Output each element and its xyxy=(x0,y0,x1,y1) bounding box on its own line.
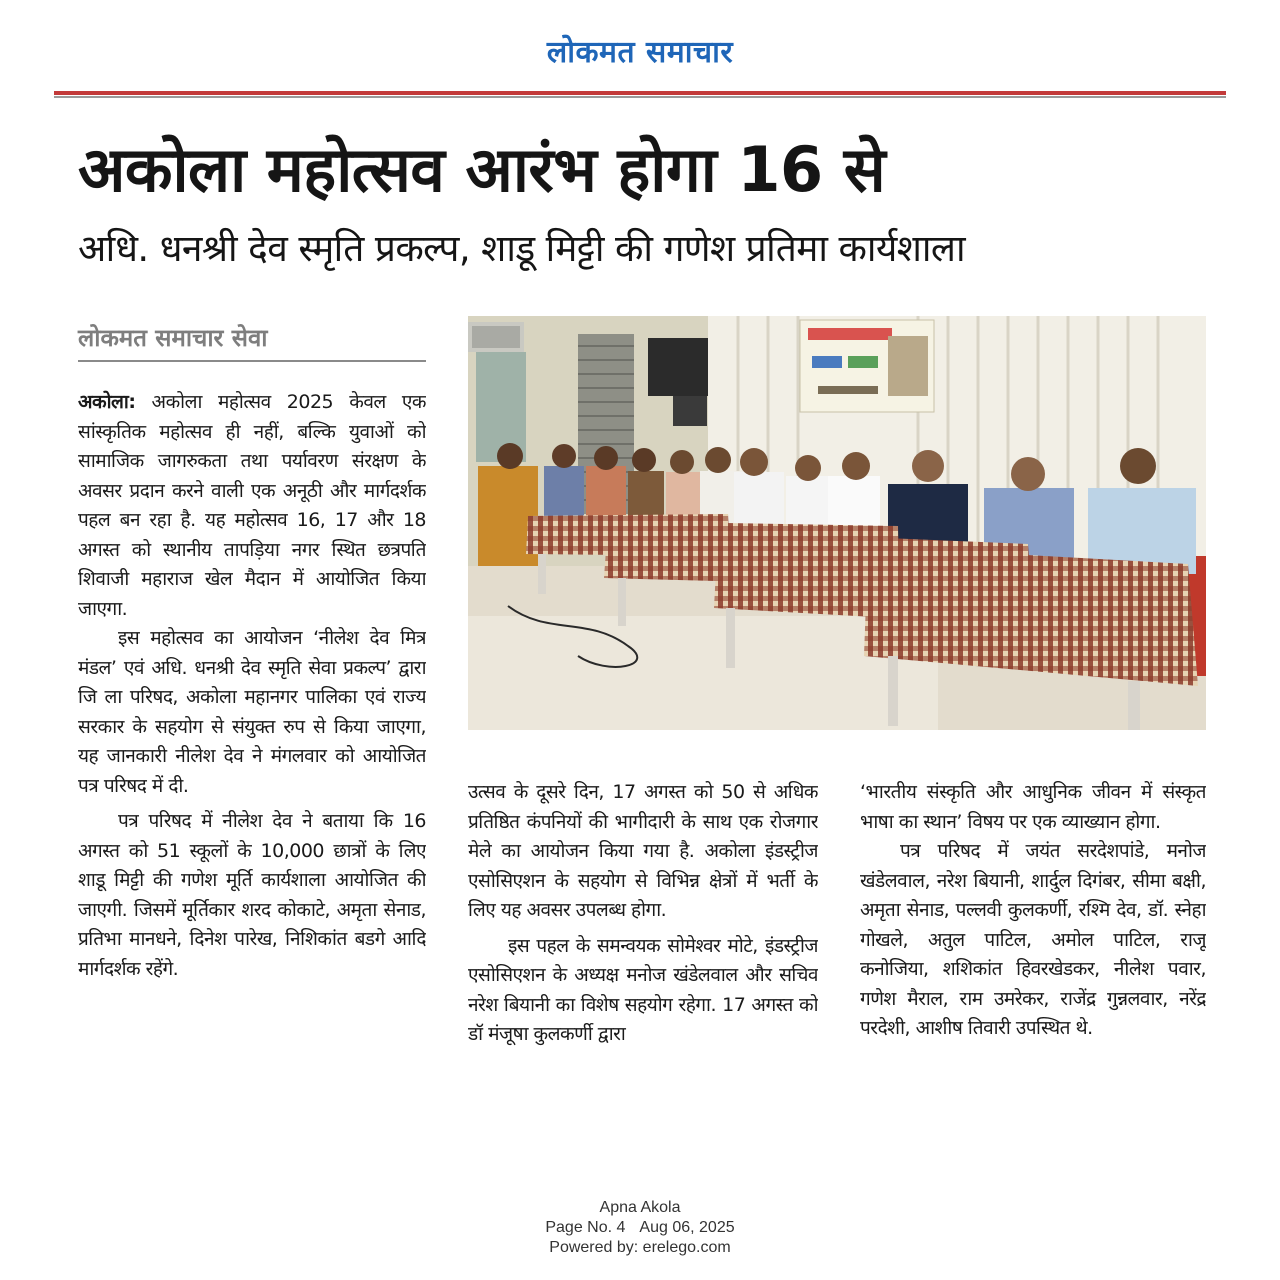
footer-date: Aug 06, 2025 xyxy=(639,1219,735,1236)
press-conference-photo-graphic xyxy=(468,316,1206,730)
byline: लोकमत समाचार सेवा xyxy=(78,320,426,362)
masthead-rule-grey xyxy=(54,96,1226,98)
subheadline: अधि. धनश्री देव स्मृति प्रकल्प, शाडू मिट्टी की गणेश प्रतिमा कार्यशाला xyxy=(78,227,965,270)
masthead-rule-red xyxy=(54,91,1226,95)
footer-page: Page No. 4 xyxy=(545,1219,626,1236)
footer-powered-by: Powered by: erelego.com xyxy=(549,1239,731,1256)
dateline: अकोला: xyxy=(78,391,136,413)
masthead-logo: लोकमत समाचार xyxy=(546,35,734,70)
page-footer xyxy=(0,1198,1280,1258)
press-conference-photo xyxy=(468,316,1206,730)
article-paragraph: इस पहल के समन्वयक सोमेश्वर मोटे, इंडस्ट्रीज एसोसिएशन के अध्यक्ष मनोज खंडेलवाल और सचिव नरेश बियानी का विशेष सहयोग रहेगा. 17 अगस्त को डॉ मंजूषा कुलकर्णी द्वारा xyxy=(468,934,818,1045)
article-paragraph: पत्र परिषद में जयंत सरदेशपांडे, मनोज खंडेलवाल, नरेश बियानी, शार्दुल दिगंबर, सीमा बक्षी, अमृता सेनाड, पल्लवी कुलकर्णी, रश्मि देव, डॉ. स्नेहा गोखले, अतुल पाटिल, अमोल पाटिल, राजू कनोजिया, शशिकांत हिवरखेडकर, नीलेश पवार, गणेश मैराल, राम उमरेकर, राजेंद्र गुन्नलवार, नरेंद्र परदेशी, आशीष तिवारी उपस्थित थे. xyxy=(860,840,1206,1039)
footer-page-date xyxy=(0,1218,1280,1238)
headline: अकोला महोत्सव आरंभ होगा 16 से xyxy=(78,133,886,206)
article-paragraph-text: अकोला महोत्सव 2025 केवल एक सांस्कृतिक महोत्सव ही नहीं, बल्कि युवाओं को सामाजिक जागरुकता तथा पर्यावरण संरक्षण के अवसर प्रदान करने वाली एक अनूठी और मार्गदर्शक पहल बन रहा है. यह महोत्सव 16, 17 और 18 अगस्त को स्थानीय तापड़िया नगर स्थित छत्रपति शिवाजी महाराज खेल मैदान में आयोजित किया जाएगा. xyxy=(78,391,426,620)
article-paragraph: इस महोत्सव का आयोजन ‘नीलेश देव मित्र मंडल’ एवं अधि. धनश्री देव स्मृति सेवा प्रकल्प’ द्वारा जि ला परिषद, अकोला महानगर पालिका एवं राज्य सरकार के सहयोग से संयुक्त रुप से किया जाएगा, यह जानकारी नीलेश देव ने मंगलवार को आयोजित पत्र परिषद में दी. xyxy=(78,627,426,797)
article-column-1 xyxy=(78,388,426,1168)
article-paragraph: उत्सव के दूसरे दिन, 17 अगस्त को 50 से अधिक प्रतिष्ठित कंपनियों की भागीदारी के साथ एक रोजगार मेले का आयोजन किया गया है. अकोला इंडस्ट्रीज एसोसिएशन के सहयोग से विभिन्न क्षेत्रों में भर्ती के लिए यह अवसर उपलब्ध होगा. xyxy=(468,781,818,921)
article-paragraph: पत्र परिषद में नीलेश देव ने बताया कि 16 अगस्त को 51 स्कूलों के 10,000 छात्रों के लिए शाडू मिट्टी की गणेश मूर्ति कार्यशाला आयोजित की जाएगी. जिसमें मूर्तिकार शरद कोकाटे, अमृता सेनाड, प्रतिभा मानधने, दिनेश पारेख, निशिकांत बडगे आदि मार्गदर्शक रहेंगे. xyxy=(78,810,426,980)
article-column-2 xyxy=(468,778,818,1168)
article-paragraph: ‘भारतीय संस्कृति और आधुनिक जीवन में संस्कृत भाषा का स्थान’ विषय पर एक व्याख्यान होगा. xyxy=(860,781,1206,833)
article-paragraph xyxy=(78,388,426,624)
article-column-3 xyxy=(860,778,1206,1168)
footer-publication: Apna Akola xyxy=(599,1199,681,1216)
